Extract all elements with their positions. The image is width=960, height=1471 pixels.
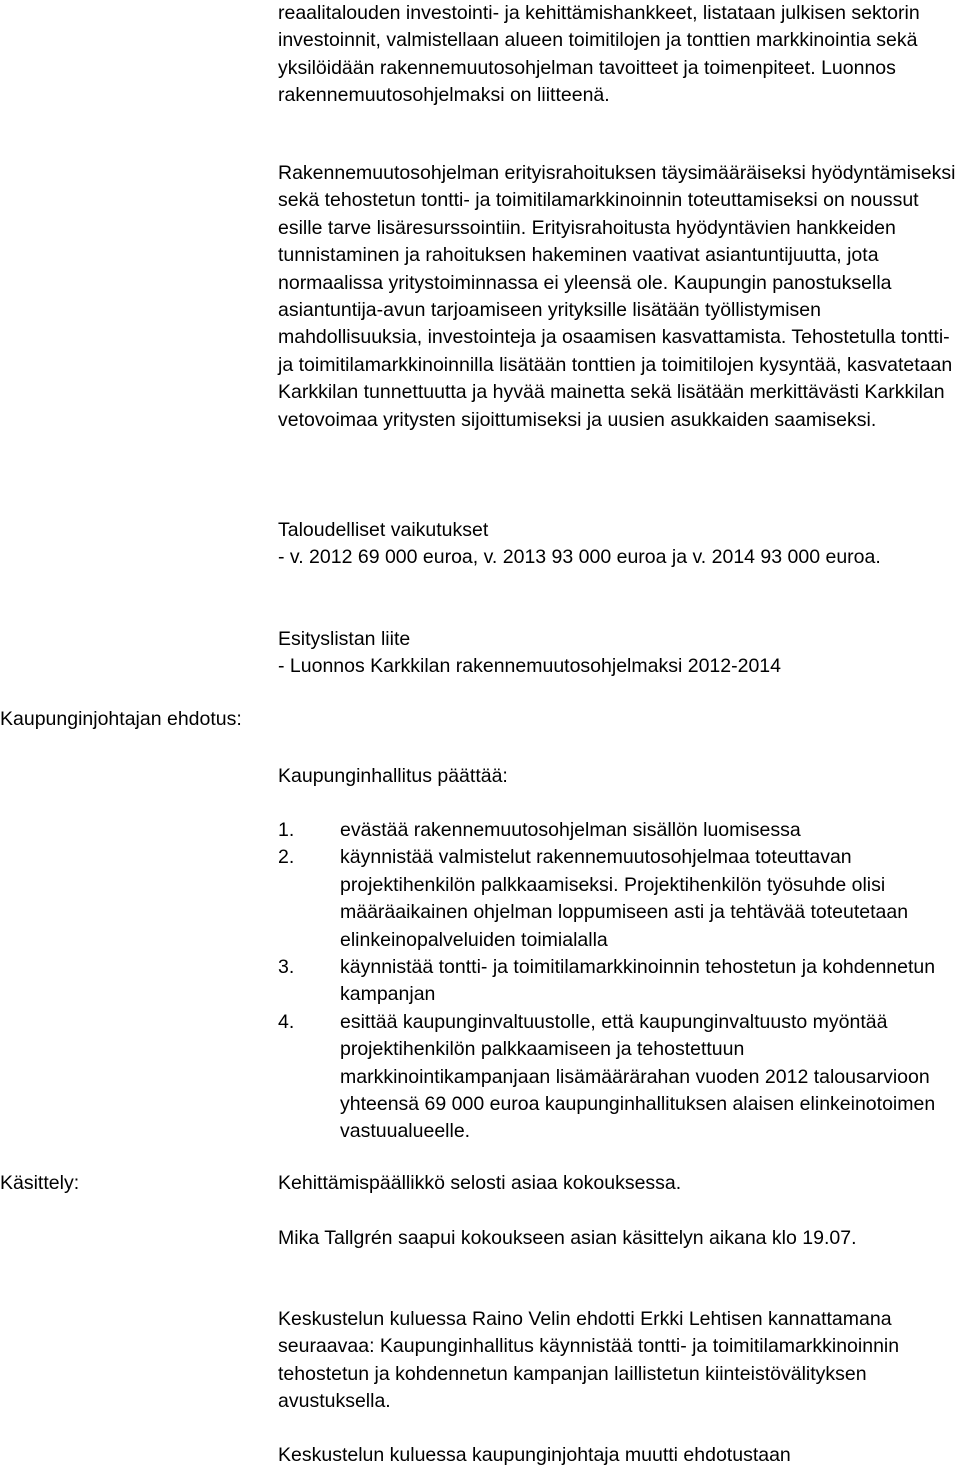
decision-item	[278, 817, 960, 844]
proposal-label: Kaupunginjohtajan ehdotus:	[0, 708, 242, 730]
decision-heading: Kaupunginhallitus päättää:	[278, 765, 508, 787]
decision-list-container	[278, 817, 960, 1146]
financial-heading: Taloudelliset vaikutukset	[278, 519, 489, 541]
financial-text: - v. 2012 69 000 euroa, v. 2013 93 000 euroa ja v. 2014 93 000 euroa.	[278, 546, 881, 569]
decision-item-number: 4.	[278, 1010, 295, 1033]
decision-item	[278, 1009, 960, 1146]
decision-item-text: käynnistää valmistelut rakennemuutosohjelmaa toteuttavan projektihenkilön palkkaamiseksi. Projektihenkilön työsuhde olisi määräaikainen ohjelman loppumiseen asti ja tehtävää toteutetaan elinkeinopalveluiden toimialalla	[340, 846, 909, 951]
attachment-section	[278, 626, 960, 681]
financial-section	[278, 517, 960, 572]
decision-item-number: 2.	[278, 846, 295, 869]
attachment-heading: Esityslistan liite	[278, 628, 411, 650]
decision-list	[278, 817, 960, 1146]
decision-item-number: 3.	[278, 956, 295, 979]
intro-paragraph: reaalitalouden investointi- ja kehittämishankkeet, listataan julkisen sektorin investoinnit, valmistellaan alueen toimitilojen ja tonttien markkinointia sekä yksilöidään rakennemuutosohjelman tavoitteet ja toimenpiteet. Luonnos rakennemuutosohjelmaksi on liitteenä.	[278, 2, 920, 107]
decision-item	[278, 954, 960, 1009]
handling-paragraph-2: Mika Tallgrén saapui kokoukseen asian käsittelyn aikana klo 19.07.	[278, 1227, 857, 1249]
decision-item-text: käynnistää tontti- ja toimitilamarkkinoinnin tehostetun ja kohdennetun kampanjan	[340, 956, 936, 1006]
decision-item	[278, 844, 960, 954]
decision-item-text: evästää rakennemuutosohjelman sisällön luomisessa	[340, 819, 801, 841]
attachment-text: - Luonnos Karkkilan rakennemuutosohjelmaksi 2012-2014	[278, 655, 781, 678]
handling-paragraph-4: Keskustelun kuluessa kaupunginjohtaja muutti ehdotustaan	[278, 1444, 791, 1466]
handling-label: Käsittely:	[0, 1172, 80, 1194]
decision-item-text: esittää kaupunginvaltuustolle, että kaupunginvaltuusto myöntää projektihenkilön palkkaamiseen ja tehostettuun markkinointikampanjaan lisämäärärahan vuoden 2012 talousarvioon yhteensä 69 000 euroa kaupunginhallituksen alaisen elinkeinotoimen vastuualueelle.	[340, 1010, 936, 1143]
handling-paragraph-1: Kehittämispäällikkö selosti asiaa kokouksessa.	[278, 1172, 682, 1194]
decision-item-number: 1.	[278, 819, 295, 841]
justification-paragraph: Rakennemuutosohjelman erityisrahoituksen täysimääräiseksi hyödyntämiseksi sekä tehostetun tontti- ja toimitilamarkkinoinnin toteuttamiseksi on noussut esille tarve lisäresurssointiin. Erityisrahoitusta hyödyntävien hankkeiden tunnistaminen ja rahoituksen hakeminen vaativat asiantuntijuutta, jota normaalissa yritystoiminnassa ei yleensä ole. Kaupungin panostuksella asiantuntija-avun tarjoamiseen yrityksille lisätään työllistymisen mahdollisuuksia, investointeja ja osaamisen kasvattamista. Tehostetulla tontti- ja toimitilamarkkinoinnilla lisätään tonttien ja toimitilojen kysyntää, kasvatetaan Karkkilan tunnettuutta ja hyvää mainetta sekä lisätään merkittävästi Karkkilan vetovoimaa yritysten sijoittumiseksi ja uusien asukkaiden saamiseksi.	[278, 162, 956, 431]
handling-paragraph-3: Keskustelun kuluessa Raino Velin ehdotti Erkki Lehtisen kannattamana seuraavaa: Kaupunginhallitus käynnistää tontti- ja toimitilamarkkinoinnin tehostetun ja kohdennetun kampanjan laillistetun kiinteistövälityksen avustuksella.	[278, 1308, 900, 1413]
